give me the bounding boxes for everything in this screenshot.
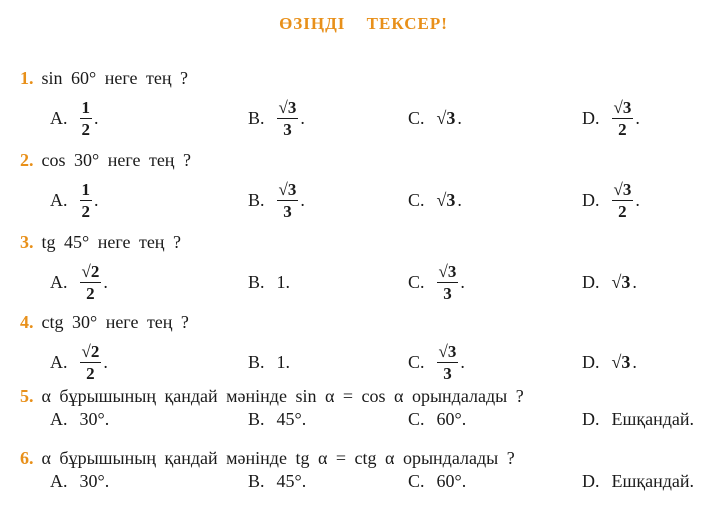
option-value: √3 (436, 107, 456, 128)
fraction-numerator: 1 (81, 97, 90, 117)
fraction-denominator: 2 (618, 119, 627, 139)
option-value: Ешқандай. (611, 470, 695, 491)
option-letter: D. (582, 351, 600, 372)
question-text: α бұрышының қандай мәнінде tg α = ctg α орындалады ? (41, 448, 515, 468)
answer-option-b (248, 342, 290, 382)
option-letter: D. (582, 408, 600, 429)
answer-option-b (248, 468, 306, 494)
question-text: cos 30° неге тең ? (41, 150, 191, 170)
option-value: 45°. (276, 408, 307, 429)
option-letter: A. (50, 271, 68, 292)
fraction-numerator: 1 (81, 179, 90, 199)
option-letter: C. (408, 189, 425, 210)
fraction-denominator: 2 (86, 283, 95, 303)
fraction-denominator: 3 (443, 283, 452, 303)
option-terminator: . (103, 271, 108, 292)
option-terminator: . (457, 107, 462, 128)
answer-option-d (582, 468, 694, 494)
fraction-numerator: √3 (613, 179, 632, 199)
question-text: ctg 30° неге тең ? (41, 312, 189, 332)
option-letter: B. (248, 470, 265, 491)
page-title: ӨЗІҢДІ ТЕКСЕР! (279, 14, 448, 33)
option-letter: A. (50, 408, 68, 429)
option-terminator: . (457, 189, 462, 210)
answer-option-d (582, 406, 694, 432)
question-2 (20, 150, 191, 171)
answer-option-c (408, 406, 466, 432)
answer-option-a (50, 180, 99, 220)
option-terminator: . (94, 189, 99, 210)
question-number: 4. (20, 312, 34, 332)
answer-option-d (582, 180, 640, 220)
answer-option-a (50, 262, 108, 302)
fraction-denominator: 3 (443, 363, 452, 383)
question-text: sin 60° неге тең ? (41, 68, 188, 88)
answer-option-d (582, 262, 637, 302)
option-terminator: . (460, 271, 465, 292)
option-terminator: . (632, 271, 637, 292)
option-terminator: . (300, 189, 305, 210)
question-4 (20, 312, 189, 333)
fraction-numerator: √2 (81, 261, 100, 281)
fraction-numerator: √3 (438, 261, 457, 281)
option-value: 1. (276, 271, 291, 292)
fraction-numerator: √3 (613, 97, 632, 117)
fraction-denominator: 2 (618, 201, 627, 221)
question-text: α бұрышының қандай мәнінде sin α = cos α орындалады ? (41, 386, 524, 406)
option-terminator: . (94, 107, 99, 128)
answer-option-d (582, 98, 640, 138)
option-value: 60°. (436, 408, 467, 429)
question-3 (20, 232, 181, 253)
fraction (80, 263, 102, 302)
fraction (80, 99, 93, 138)
option-value: 1. (276, 351, 291, 372)
option-terminator: . (632, 351, 637, 372)
answer-option-c (408, 468, 466, 494)
fraction-numerator: √3 (438, 341, 457, 361)
fraction-denominator: 2 (81, 119, 90, 139)
fraction-denominator: 3 (283, 119, 292, 139)
option-letter: A. (50, 107, 68, 128)
option-letter: B. (248, 271, 265, 292)
fraction-denominator: 2 (81, 201, 90, 221)
option-letter: C. (408, 351, 425, 372)
answer-option-b (248, 406, 306, 432)
answer-option-a (50, 406, 109, 432)
option-value: 30°. (79, 408, 110, 429)
question-5 (20, 386, 524, 407)
fraction-numerator: √3 (278, 97, 297, 117)
option-terminator: . (635, 189, 640, 210)
option-letter: D. (582, 189, 600, 210)
option-value: 30°. (79, 470, 110, 491)
answer-option-a (50, 98, 99, 138)
answer-option-b (248, 262, 290, 302)
answer-option-c (408, 98, 462, 138)
option-terminator: . (300, 107, 305, 128)
fraction-numerator: √3 (278, 179, 297, 199)
answer-option-b (248, 98, 305, 138)
answer-option-c (408, 262, 465, 302)
option-value: 45°. (276, 470, 307, 491)
option-letter: D. (582, 470, 600, 491)
question-text: tg 45° неге тең ? (41, 232, 181, 252)
question-1 (20, 68, 188, 89)
option-letter: B. (248, 107, 265, 128)
fraction (277, 99, 299, 138)
question-number: 1. (20, 68, 34, 88)
option-value: √3 (611, 351, 631, 372)
question-number: 6. (20, 448, 34, 468)
option-terminator: . (103, 351, 108, 372)
option-value: 60°. (436, 470, 467, 491)
question-number: 2. (20, 150, 34, 170)
option-terminator: . (460, 351, 465, 372)
option-letter: A. (50, 351, 68, 372)
fraction-numerator: √2 (81, 341, 100, 361)
fraction-denominator: 2 (86, 363, 95, 383)
option-value: √3 (436, 189, 456, 210)
option-letter: D. (582, 271, 600, 292)
option-letter: C. (408, 470, 425, 491)
answer-option-a (50, 468, 109, 494)
fraction-denominator: 3 (283, 201, 292, 221)
option-letter: B. (248, 408, 265, 429)
question-6 (20, 448, 515, 469)
option-letter: C. (408, 408, 425, 429)
fraction (437, 343, 459, 382)
fraction (277, 181, 299, 220)
option-value: √3 (611, 271, 631, 292)
fraction (80, 181, 93, 220)
answer-option-c (408, 180, 462, 220)
answer-option-d (582, 342, 637, 382)
fraction (80, 343, 102, 382)
option-letter: A. (50, 470, 68, 491)
question-number: 3. (20, 232, 34, 252)
option-value: Ешқандай. (611, 408, 695, 429)
fraction (612, 99, 634, 138)
option-terminator: . (635, 107, 640, 128)
answer-option-b (248, 180, 305, 220)
fraction (612, 181, 634, 220)
option-letter: C. (408, 271, 425, 292)
option-letter: B. (248, 351, 265, 372)
option-letter: D. (582, 107, 600, 128)
answer-option-c (408, 342, 465, 382)
question-number: 5. (20, 386, 34, 406)
fraction (437, 263, 459, 302)
option-letter: C. (408, 107, 425, 128)
answer-option-a (50, 342, 108, 382)
option-letter: A. (50, 189, 68, 210)
option-letter: B. (248, 189, 265, 210)
